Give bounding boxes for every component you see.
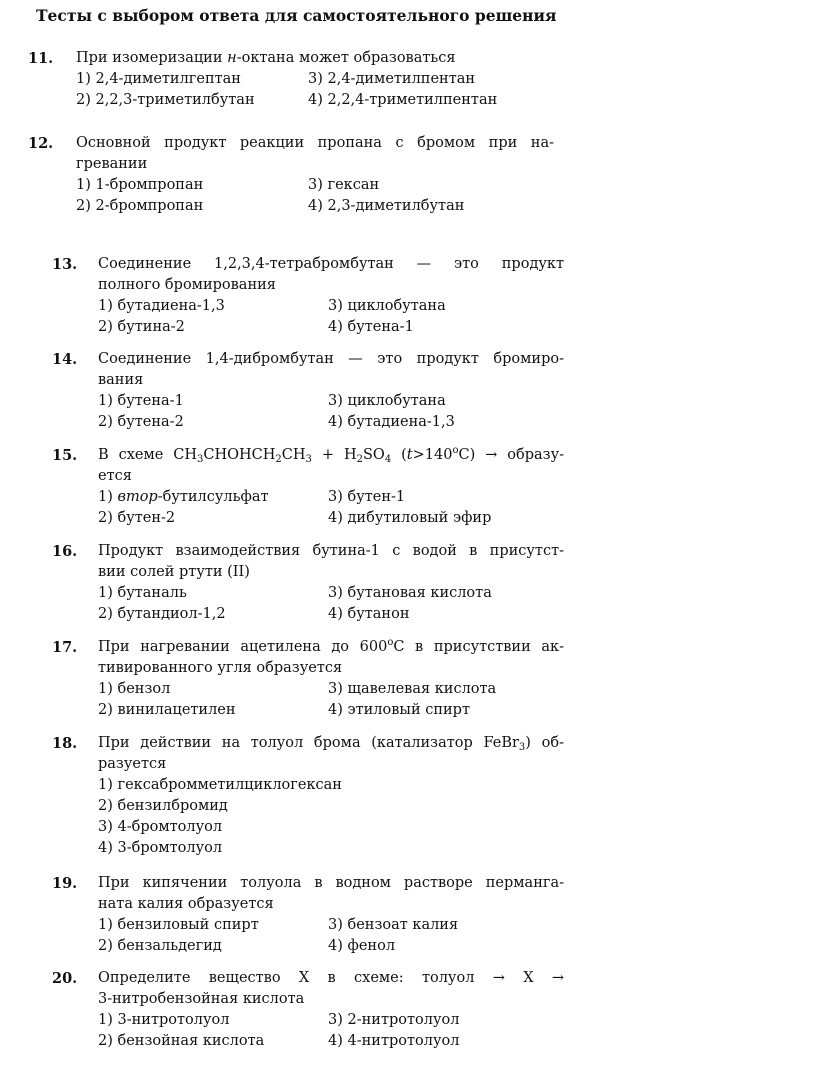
question-text: Основной продукт реакции пропана с бромом при на- гревании: [76, 135, 554, 172]
option-3: 3) бензоат калия: [328, 917, 459, 933]
option-4: 4) 4-нитротолуол: [328, 1033, 460, 1049]
option-2: 2) бензилбромид: [98, 798, 228, 814]
option-1: 1) втор-бутилсульфат: [98, 489, 269, 505]
option-3: 3) 2,4-диметилпентан: [308, 71, 476, 87]
option-2: 2) 2-бромпропан: [76, 198, 204, 214]
option-4: 4) фенол: [328, 938, 396, 954]
option-1: 1) бутадиена-1,3: [98, 298, 225, 314]
question-number: 13.: [52, 256, 78, 273]
question-number: 15.: [52, 447, 78, 464]
option-3: 3) щавелевая кислота: [328, 681, 497, 697]
option-1: 1) бутаналь: [98, 585, 187, 601]
option-4: 4) бутена-1: [328, 319, 414, 335]
question-number: 14.: [52, 351, 78, 368]
option-4: 4) дибутиловый эфир: [328, 510, 492, 526]
question-number: 19.: [52, 875, 78, 892]
option-3: 3) циклобутана: [328, 298, 446, 314]
option-2: 2) бутена-2: [98, 414, 184, 430]
option-1: 1) бензиловый спирт: [98, 917, 259, 933]
question-text: Продукт взаимодействия бутина-1 с водой в присутст- вии солей ртути (II): [98, 543, 564, 580]
option-3: 3) 2-нитротолуол: [328, 1012, 460, 1028]
question-number: 12.: [28, 135, 54, 152]
option-3: 3) гексан: [308, 177, 380, 193]
option-4: 4) бутанон: [328, 606, 410, 622]
question-text: При кипячении толуола в водном растворе перманга- ната калия образуется: [98, 875, 564, 912]
option-2: 2) 2,2,3-триметилбутан: [76, 92, 255, 108]
question-text: При изомеризации н-октана может образоваться: [76, 50, 456, 66]
question-text: Определите вещество X в схеме: толуол → X → 3-нитробензойная кислота: [98, 970, 564, 1007]
question-text: В схеме $CH_3CHOHCH_2CH_3 + H_2SO_4$ $(t>140^oC)$ → образу- ется: [98, 445, 564, 484]
option-2: 2) бензальдегид: [98, 938, 222, 954]
option-1: 1) 2,4-диметилгептан: [76, 71, 241, 87]
option-1: 1) 1-бромпропан: [76, 177, 204, 193]
question-number: 11.: [28, 50, 54, 67]
option-1: 1) 3-нитротолуол: [98, 1012, 230, 1028]
option-2: 2) винилацетилен: [98, 702, 236, 718]
option-1: 1) гексабромметилциклогексан: [98, 777, 342, 793]
question-text: Соединение 1,2,3,4-тетрабромбутан — это продукт полного бромирования: [98, 256, 564, 293]
option-4: 4) этиловый спирт: [328, 702, 470, 718]
question-number: 20.: [52, 970, 78, 987]
question-text: При действии на толуол брома (катализатор FeBr$_3$) об- разуется: [98, 735, 564, 772]
option-4: 4) 3-бромтолуол: [98, 840, 223, 856]
option-3: 3) бутен-1: [328, 489, 406, 505]
question-number: 18.: [52, 735, 78, 752]
option-2: 2) бензойная кислота: [98, 1033, 265, 1049]
option-3: 3) циклобутана: [328, 393, 446, 409]
option-4: 4) 2,3-диметилбутан: [308, 198, 465, 214]
question-number: 17.: [52, 639, 78, 656]
option-4: 4) бутадиена-1,3: [328, 414, 455, 430]
page-title: Тесты с выбором ответа для самостоятельного решения: [36, 6, 557, 25]
option-4: 4) 2,2,4-триметилпентан: [308, 92, 498, 108]
option-3: 3) 4-бромтолуол: [98, 819, 223, 835]
option-1: 1) бензол: [98, 681, 171, 697]
question-text: Соединение 1,4-дибромбутан — это продукт бромиро- вания: [98, 351, 564, 388]
option-3: 3) бутановая кислота: [328, 585, 492, 601]
option-2: 2) бутен-2: [98, 510, 176, 526]
option-1: 1) бутена-1: [98, 393, 184, 409]
question-text: При нагревании ацетилена до 600$^o$C в присутствии ак- тивированного угля образуется: [98, 637, 564, 676]
option-2: 2) бутина-2: [98, 319, 185, 335]
option-2: 2) бутандиол-1,2: [98, 606, 226, 622]
question-number: 16.: [52, 543, 78, 560]
